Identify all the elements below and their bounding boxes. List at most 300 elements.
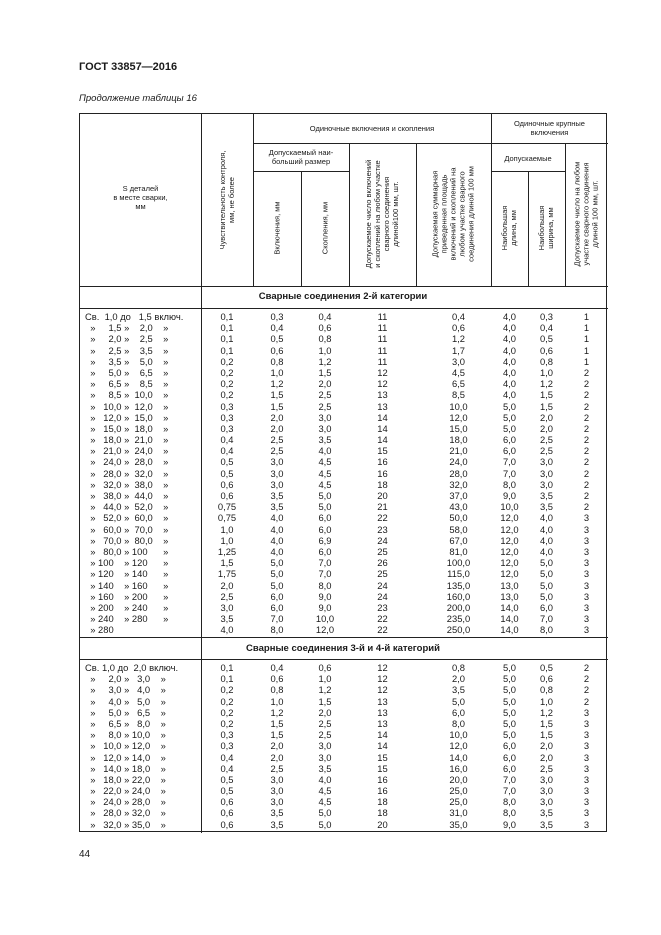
cell-max-width: 4,0: [539, 545, 554, 557]
cell-large-count: 1: [583, 344, 590, 356]
cell-thickness: » 3,5 » 5,0 »: [85, 355, 169, 367]
cell-large-count: 2: [583, 673, 590, 685]
cell-large-count: 3: [583, 568, 590, 580]
cell-max-length: 5,0: [502, 717, 517, 729]
cell-sensitivity: 0,6: [220, 818, 234, 830]
table-row: [80, 662, 606, 673]
cell-max-width: 1,2: [539, 706, 554, 718]
cell-inclusion: 6,0: [270, 601, 284, 613]
cell-thickness: » 80,0 » 100 »: [85, 545, 169, 557]
table-row: [80, 557, 606, 568]
cell-max-length: 5,0: [502, 695, 517, 707]
cell-max-width: 2,5: [539, 762, 554, 774]
cell-count: 11: [377, 311, 388, 322]
table-row: [80, 763, 606, 774]
cell-count: 21: [377, 501, 388, 513]
table-row: [80, 423, 606, 434]
cell-sensitivity: 0,1: [220, 344, 234, 356]
cell-large-count: 1: [583, 355, 590, 367]
cell-cluster: 1,2: [318, 684, 332, 696]
table-row: [80, 468, 606, 479]
cell-sensitivity: 0,5: [220, 773, 234, 785]
cell-max-length: 13,0: [500, 590, 519, 602]
cell-max-width: 1,5: [539, 400, 554, 412]
cell-cluster: 7,0: [318, 568, 332, 580]
cell-count: 18: [377, 796, 388, 808]
cell-inclusion: 5,0: [270, 568, 284, 580]
cell-max-width: 2,5: [539, 434, 554, 446]
cell-sensitivity: 0,75: [217, 512, 237, 524]
cell-thickness: » 8,0 » 10,0 »: [85, 729, 166, 741]
cell-cluster: 3,0: [318, 751, 332, 763]
cell-sensitivity: 0,6: [220, 796, 234, 808]
cell-sensitivity: 1,0: [220, 523, 234, 535]
table-row: [80, 718, 606, 729]
cell-count: 13: [377, 389, 388, 401]
cell-max-length: 12,0: [500, 545, 519, 557]
cell-thickness: » 28,0 » 32,0 »: [85, 467, 169, 479]
table-row: [80, 602, 606, 613]
cell-sum-area: 3,0: [451, 355, 466, 367]
table-row: [80, 367, 606, 378]
cell-sum-area: 21,0: [449, 445, 468, 457]
cell-thickness: » 24,0 » 28,0 »: [85, 456, 169, 468]
cell-sensitivity: 0,2: [220, 695, 234, 707]
cell-inclusion: 0,3: [270, 311, 284, 322]
cell-thickness: » 8,5 » 10,0 »: [85, 389, 169, 401]
cell-count: 16: [377, 467, 388, 479]
cell-max-length: 4,0: [502, 322, 517, 334]
cell-count: 16: [377, 785, 388, 797]
cell-max-length: 5,0: [502, 411, 517, 423]
cell-sensitivity: 0,2: [220, 717, 234, 729]
table-row: [80, 796, 606, 807]
cell-max-length: 5,0: [502, 662, 517, 673]
cell-thickness: » 2,5 » 3,5 »: [85, 344, 169, 356]
cell-sensitivity: 0,3: [220, 740, 234, 752]
cell-max-width: 0,5: [539, 662, 554, 673]
cell-count: 23: [377, 601, 388, 613]
cell-sensitivity: 0,3: [220, 422, 234, 434]
cell-cluster: 0,4: [318, 311, 332, 322]
cell-thickness: » 5,0 » 6,5 »: [85, 706, 166, 718]
cell-max-length: 10,0: [500, 501, 519, 513]
cell-inclusion: 7,0: [270, 613, 284, 625]
cell-thickness: » 240 » 280 »: [85, 613, 169, 625]
cell-cluster: 1,5: [318, 695, 332, 707]
cell-sum-area: 12,0: [449, 411, 468, 423]
cell-cluster: 2,5: [318, 400, 332, 412]
cell-max-width: 2,0: [539, 422, 554, 434]
cell-cluster: 12,0: [315, 624, 335, 636]
cell-large-count: 3: [583, 818, 590, 830]
cell-cluster: 4,0: [318, 445, 332, 457]
cell-large-count: 3: [583, 512, 590, 524]
cell-cluster: 0,8: [318, 333, 332, 345]
cell-max-width: 1,2: [539, 378, 554, 390]
cell-inclusion: 2,5: [270, 762, 284, 774]
cell-max-width: 2,5: [539, 445, 554, 457]
cell-large-count: 2: [583, 434, 590, 446]
cell-thickness: » 12,0 » 14,0 »: [85, 751, 166, 763]
cell-max-width: 1,5: [539, 717, 554, 729]
cell-count: 15: [377, 762, 388, 774]
cell-count: 11: [377, 322, 388, 334]
cell-max-width: 3,0: [539, 773, 554, 785]
cell-large-count: 2: [583, 366, 590, 378]
cell-inclusion: 1,5: [270, 729, 284, 741]
cell-sensitivity: 2,5: [220, 590, 234, 602]
cell-thickness: » 32,0 » 35,0 »: [85, 818, 166, 830]
cell-count: 24: [377, 534, 388, 546]
cell-sensitivity: 0,2: [220, 684, 234, 696]
cell-max-length: 9,0: [502, 818, 517, 830]
cell-thickness: » 38,0 » 44,0 »: [85, 490, 169, 501]
cell-thickness: » 100 » 120 »: [85, 557, 169, 569]
cell-thickness: » 14,0 » 18,0 »: [85, 762, 166, 774]
cell-sum-area: 37,0: [449, 490, 468, 501]
cell-max-length: 13,0: [500, 579, 519, 591]
cell-large-count: 2: [583, 684, 590, 696]
cell-thickness: » 70,0 » 80,0 »: [85, 534, 169, 546]
cell-sum-area: 4,5: [451, 366, 466, 378]
cell-sum-area: 35,0: [449, 818, 468, 830]
cell-count: 15: [377, 751, 388, 763]
cell-large-count: 3: [583, 545, 590, 557]
cell-thickness: » 3,0 » 4,0 »: [85, 684, 166, 696]
table-row: [80, 501, 606, 512]
document-title: ГОСТ 33857—2016: [79, 61, 178, 73]
cell-sum-area: 20,0: [449, 773, 468, 785]
cell-sensitivity: 1,25: [217, 545, 237, 557]
cell-cluster: 5,0: [318, 818, 332, 830]
cell-sensitivity: 0,5: [220, 467, 234, 479]
cell-max-width: 0,8: [539, 684, 554, 696]
cell-cluster: 9,0: [318, 601, 332, 613]
cell-count: 14: [377, 422, 388, 434]
cell-inclusion: 4,0: [270, 545, 284, 557]
cell-inclusion: 0,4: [270, 322, 284, 334]
cell-large-count: 2: [583, 378, 590, 390]
cell-count: 24: [377, 579, 388, 591]
cell-count: 22: [377, 624, 388, 636]
cell-cluster: 2,5: [318, 729, 332, 741]
cell-sensitivity: 0,1: [220, 333, 234, 345]
cell-max-width: 7,0: [539, 613, 554, 625]
cell-max-width: 0,6: [539, 673, 554, 685]
cell-max-length: 8,0: [502, 796, 517, 808]
header-single-group: Одиночные включения и скопления: [309, 124, 435, 133]
cell-count: 12: [377, 673, 388, 685]
cell-count: 23: [377, 523, 388, 535]
cell-large-count: 2: [583, 490, 590, 501]
cell-max-width: 3,0: [539, 456, 554, 468]
cell-thickness: » 5,0 » 6,5 »: [85, 366, 169, 378]
cell-sum-area: 100,0: [446, 557, 471, 569]
cell-count: 14: [377, 411, 388, 423]
cell-count: 12: [377, 684, 388, 696]
cell-sum-area: 10,0: [449, 400, 468, 412]
cell-thickness: » 60,0 » 70,0 »: [85, 523, 169, 535]
cell-max-width: 3,0: [539, 478, 554, 490]
cell-thickness: Св. 1,0 до 1,5 включ.: [85, 311, 184, 322]
table-row: [80, 311, 606, 322]
table-row: [80, 412, 606, 423]
cell-max-width: 5,0: [539, 579, 554, 591]
cell-max-width: 5,0: [539, 557, 554, 569]
cell-count: 22: [377, 613, 388, 625]
cell-count: 25: [377, 568, 388, 580]
cell-inclusion: 2,0: [270, 751, 284, 763]
cell-max-width: 3,0: [539, 467, 554, 479]
cell-inclusion: 3,0: [270, 467, 284, 479]
cell-cluster: 4,0: [318, 773, 332, 785]
cell-large-count: 2: [583, 400, 590, 412]
cell-thickness: » 4,0 » 5,0 »: [85, 695, 166, 707]
cell-max-width: 3,0: [539, 796, 554, 808]
cell-large-count: 3: [583, 557, 590, 569]
cell-sum-area: 15,0: [449, 422, 468, 434]
cell-thickness: » 6,5 » 8,5 »: [85, 378, 169, 390]
table-row: [80, 479, 606, 490]
cell-large-count: 2: [583, 422, 590, 434]
cell-inclusion: 0,5: [270, 333, 284, 345]
cell-cluster: 8,0: [318, 579, 332, 591]
table-row: [80, 580, 606, 591]
cell-count: 11: [377, 344, 388, 356]
cell-sum-area: 43,0: [449, 501, 468, 513]
cell-count: 14: [377, 729, 388, 741]
cell-cluster: 1,0: [318, 344, 332, 356]
cell-count: 13: [377, 695, 388, 707]
cell-cluster: 3,5: [318, 762, 332, 774]
cell-inclusion: 1,0: [270, 366, 284, 378]
cell-large-count: 1: [583, 311, 590, 322]
table-row: [80, 524, 606, 535]
cell-max-length: 5,0: [502, 673, 517, 685]
cell-inclusion: 8,0: [270, 624, 284, 636]
table-row: [80, 445, 606, 456]
cell-cluster: 3,0: [318, 740, 332, 752]
cell-thickness: Св. 1,0 до 2,0 включ.: [85, 662, 179, 673]
cell-thickness: » 2,0 » 3,0 »: [85, 673, 166, 685]
cell-max-length: 12,0: [500, 523, 519, 535]
cell-count: 13: [377, 717, 388, 729]
cell-max-length: 4,0: [502, 378, 517, 390]
cell-thickness: » 44,0 » 52,0 »: [85, 501, 169, 513]
cell-max-length: 14,0: [500, 624, 519, 636]
cell-large-count: 2: [583, 389, 590, 401]
page-number: 44: [79, 849, 91, 860]
cell-large-count: 3: [583, 796, 590, 808]
cell-thickness: » 22,0 » 24,0 »: [85, 785, 166, 797]
cell-sensitivity: 0,6: [220, 478, 234, 490]
cell-sum-area: 25,0: [449, 796, 468, 808]
cell-cluster: 2,5: [318, 717, 332, 729]
cell-max-length: 6,0: [502, 751, 517, 763]
cell-max-width: 3,5: [539, 807, 554, 819]
cell-cluster: 4,5: [318, 456, 332, 468]
cell-sum-area: 6,5: [451, 378, 466, 390]
cell-inclusion: 1,5: [270, 389, 284, 401]
cell-inclusion: 2,5: [270, 445, 284, 457]
table-row: [80, 512, 606, 523]
table-row: [80, 613, 606, 624]
cell-sensitivity: 0,4: [220, 762, 234, 774]
cell-max-length: 5,0: [502, 684, 517, 696]
cell-large-count: 3: [583, 590, 590, 602]
cell-sum-area: 0,4: [451, 311, 466, 322]
cell-thickness: » 18,0 » 21,0 »: [85, 434, 169, 446]
cell-count: 11: [377, 333, 388, 345]
table-row: [80, 774, 606, 785]
cell-max-length: 12,0: [500, 534, 519, 546]
cell-thickness: » 10,0 » 12,0 »: [85, 740, 166, 752]
cell-cluster: 5,0: [318, 807, 332, 819]
cell-max-length: 6,0: [502, 740, 517, 752]
cell-cluster: 9,0: [318, 590, 332, 602]
cell-max-width: 0,3: [539, 311, 554, 322]
cell-max-width: 1,5: [539, 729, 554, 741]
cell-sum-area: 58,0: [449, 523, 468, 535]
table-row: [80, 535, 606, 546]
cell-sensitivity: 0,5: [220, 456, 234, 468]
cell-cluster: 4,5: [318, 796, 332, 808]
cell-max-length: 6,0: [502, 434, 517, 446]
cell-max-length: 7,0: [502, 456, 517, 468]
cell-max-width: 2,0: [539, 751, 554, 763]
cell-inclusion: 3,5: [270, 501, 284, 513]
cell-sensitivity: 0,2: [220, 389, 234, 401]
cell-sum-area: 25,0: [449, 785, 468, 797]
cell-max-length: 7,0: [502, 467, 517, 479]
table-row: [80, 456, 606, 467]
table-row: [80, 546, 606, 557]
cell-inclusion: 4,0: [270, 534, 284, 546]
cell-inclusion: 2,0: [270, 422, 284, 434]
cell-max-length: 12,0: [500, 568, 519, 580]
table-row: [80, 785, 606, 796]
cell-sum-area: 235,0: [446, 613, 471, 625]
cell-sum-area: 250,0: [446, 624, 471, 636]
cell-large-count: 3: [583, 523, 590, 535]
cell-max-width: 3,5: [539, 490, 554, 501]
cell-max-length: 5,0: [502, 729, 517, 741]
cell-thickness: » 2,0 » 2,5 »: [85, 333, 169, 345]
cell-max-width: 0,4: [539, 322, 554, 334]
cell-sum-area: 67,0: [449, 534, 468, 546]
cell-inclusion: 5,0: [270, 579, 284, 591]
cell-sensitivity: 0,2: [220, 378, 234, 390]
table-row: [80, 345, 606, 356]
cell-count: 12: [377, 378, 388, 390]
cell-max-width: 4,0: [539, 512, 554, 524]
cell-inclusion: 3,0: [270, 785, 284, 797]
cell-sum-area: 200,0: [446, 601, 471, 613]
cell-cluster: 1,2: [318, 355, 332, 367]
cell-thickness: » 15,0 » 18,0 »: [85, 422, 169, 434]
cell-max-length: 8,0: [502, 807, 517, 819]
section-title-category-2: Сварные соединения 2-й категории: [258, 291, 428, 302]
cell-count: 12: [377, 366, 388, 378]
cell-sensitivity: 0,6: [220, 490, 234, 501]
cell-sum-area: 18,0: [449, 434, 468, 446]
table-row: [80, 401, 606, 412]
cell-thickness: » 140 » 160 »: [85, 579, 169, 591]
cell-large-count: 2: [583, 411, 590, 423]
cell-sensitivity: 4,0: [220, 624, 234, 636]
table-row: [80, 389, 606, 400]
cell-thickness: » 21,0 » 24,0 »: [85, 445, 169, 457]
cell-sensitivity: 1,75: [217, 568, 237, 580]
cell-inclusion: 1,2: [270, 706, 284, 718]
cell-count: 20: [377, 490, 388, 501]
cell-large-count: 3: [583, 751, 590, 763]
cell-inclusion: 2,5: [270, 434, 284, 446]
cell-cluster: 6,0: [318, 523, 332, 535]
cell-max-length: 4,0: [502, 389, 517, 401]
cell-sensitivity: 3,0: [220, 601, 234, 613]
cell-max-width: 6,0: [539, 601, 554, 613]
cell-sum-area: 16,0: [449, 762, 468, 774]
cell-thickness: » 24,0 » 28,0 »: [85, 796, 166, 808]
cell-count: 12: [377, 662, 388, 673]
cell-inclusion: 2,0: [270, 740, 284, 752]
tolerance-table: S деталей в месте сварки, мм Чувствительность контроля, мм, не более Одиночные включения и скопления Допускаемый наи- больший размер Включения, мм Скопления, мм Допускаемое число включений и скоплений на любом участке сварного соединения длиной100 мм, шт. Допускаемая суммарная приведенная площадь включений и скоплений на любом участке сварного соединения длиной 100 мм Одиночные крупные включения Допускаемые Наибольшая длина, мм Наибольшая ширина, мм Допускаемое число на любом участке сварного соединения длиной 100 мм, шт. Сварные соединения 2-й категории Св. 1,0 до 1,5 включ. 0,1 0,3 0,4 11 0,4 4,0 0,3 1 » 1,5 » 2,0 » 0,1 0,4 0,6 11 0,6 4,0 0,4 1 » 2,0 » 2,5 » 0,1 0,5 0,8 11 1,2 4,0 0,5 1 » 2,5 » 3,5 » 0,1 0,6 1,0 11 1,7 4,0 0,6 1 » 3,5 » 5,0 » 0,2 0,8 1,2 11 3,0 4,0 0,8 1 » 5,0 » 6,5 » 0,2 1,0 1,5 12 4,5 4,0 1,0 2 » 6,5 » 8,5 » 0,2 1,2 2,0 12 6,5 4,0 1,2 2 » 8,5 » 10,0 » 0,2 1,5 2,5 13 8,5 4,0 1,5 2 » 10,0 » 12,0 » 0,3 1,5 2,5 13 10,0 5,0 1,5 2 » 12,0 » 15,0 » 0,3 2,0 3,0 14 12,0 5,0 2,0 2 » 15,0 » 18,0 » 0,3 2,0 3,0 14 15,0 5,0 2,0 2 » 18,0 » 21,0 » 0,4 2,5 3,5 14 18,0 6,0 2,5 2 » 21,0 » 24,0 » 0,4 2,5 4,0 15 21,0 6,0 2,5 2 » 24,0 » 28,0 » 0,5 3,0 4,5 16 24,0 7,0 3,0 2 » 28,0 » 32,0 » 0,5 3,0 4,5 16 28,0 7,0 3,0 2 » 32,0 » 38,0 » 0,6 3,0 4,5 18 32,0 8,0 3,0 2 » 38,0 » 44,0 » 0,6 3,5 5,0 20 37,0 9,0 3,5 2 » 44,0 » 52,0 » 0,75 3,5 5,0 21 43,0 10,0 3,5 2 » 52,0 » 60,0 » 0,75 4,0 6,0 22 50,0 12,0 4,0 3 » 60,0 » 70,0 » 1,0 4,0 6,0 23 58,0 12,0 4,0 3 » 70,0 » 80,0 » 1,0 4,0 6,9 24 67,0 12,0 4,0 3 » 80,0 » 100 » 1,25 4,0 6,0 25 81,0 12,0 4,0 3 » 100 » 120 » 1,5 5,0 7,0 26 100,0 12,0 5,0 3 » 120 » 140 » 1,75 5,0 7,0 25 115,0 12,0 5,0 3 » 140 » 160 » 2,0 5,0 8,0 24 135,0 13,0 5,0 3 » 160 » 200 » 2,5 6,0 9,0 24 160,0 13,0 5,0 3 » 200 » 240 » 3,0 6,0 9,0 23 200,0 14,0 6,0 3 » 240 » 280 » 3,5 7,0 10,0 22 235,0 14,0 7,0 3 » 280 4,0 8,0 12,0 22 250,0 14,0 8,0 3 Сварные соединения 3-й и 4-й категорий Св. 1,0 до 2,0 включ. 0,1 0,4 0,6 12 0,8 5,0 0,5 2 » 2,0 » 3,0 » 0,1 0,6 1,0 12 2,0 5,0 0,6 2 » 3,0 » 4,0 » 0,2 0,8 1,2 12 3,5 5,0 0,8 2 » 4,0 » 5,0 » 0,2 1,0 1,5 13 5,0 5,0 1,0 2 » 5,0 » 6,5 » 0,2 1,2 2,0 13 6,0 5,0 1,2 3 » 6,5 » 8,0 » 0,2 1,5 2,5 13 8,0 5,0 1,5 3 » 8,0 » 10,0 » 0,3 1,5 2,5 14 10,0 5,0 1,5 3 » 10,0 » 12,0 » 0,3 2,0 3,0 14 12,0 6,0 2,0 3 » 12,0 » 14,0 » 0,4 2,0 3,0 15 14,0 6,0 2,0 3 » 14,0 » 18,0 » 0,4 2,5 3,5 15 16,0 6,0 2,5 3 » 18,0 » 22,0 » 0,5 3,0 4,0 16 20,0 7,0 3,0 3 » 22,0 » 24,0 » 0,5 3,0 4,5 16 25,0 7,0 3,0 3 » 24,0 » 28,0 » 0,6 3,0 4,5 18 25,0 8,0 3,0 3 » 28,0 » 32,0 » 0,6 3,5 5,0 18 31,0 8,0 3,5 3 » 32,0 » 35,0 » 0,6 3,5 5,0 20 35,0 9,0 3,5 3: [79, 113, 607, 832]
cell-sensitivity: 0,3: [220, 411, 234, 423]
cell-cluster: 3,0: [318, 422, 332, 434]
table-caption: Продолжение таблицы 16: [79, 93, 197, 104]
table-row: [80, 624, 606, 635]
cell-cluster: 4,5: [318, 478, 332, 490]
cell-sensitivity: 0,4: [220, 751, 234, 763]
cell-max-width: 0,6: [539, 344, 554, 356]
cell-max-length: 12,0: [500, 512, 519, 524]
cell-max-width: 5,0: [539, 590, 554, 602]
cell-large-count: 2: [583, 456, 590, 468]
cell-sensitivity: 0,1: [220, 322, 234, 334]
cell-large-count: 3: [583, 762, 590, 774]
cell-max-width: 0,8: [539, 355, 554, 367]
cell-inclusion: 1,2: [270, 378, 284, 390]
cell-sum-area: 3,5: [451, 684, 466, 696]
cell-sum-area: 32,0: [449, 478, 468, 490]
table-row: [80, 752, 606, 763]
cell-sum-area: 50,0: [449, 512, 468, 524]
cell-inclusion: 1,0: [270, 695, 284, 707]
cell-sum-area: 1,2: [451, 333, 466, 345]
cell-large-count: 3: [583, 729, 590, 741]
cell-count: 20: [377, 818, 388, 830]
cell-max-length: 14,0: [500, 601, 519, 613]
table-row: [80, 707, 606, 718]
cell-sensitivity: 0,5: [220, 785, 234, 797]
cell-max-width: 4,0: [539, 534, 554, 546]
table-row: [80, 333, 606, 344]
cell-max-length: 6,0: [502, 445, 517, 457]
cell-thickness: » 18,0 » 22,0 »: [85, 773, 166, 785]
header-allowed: Допускаемые: [504, 154, 552, 163]
cell-sum-area: 1,7: [451, 344, 466, 356]
section-rows-category-3-4: [80, 662, 606, 830]
cell-max-width: 8,0: [539, 624, 554, 636]
cell-inclusion: 0,4: [270, 662, 284, 673]
cell-sum-area: 2,0: [451, 673, 466, 685]
table-row: [80, 490, 606, 501]
cell-cluster: 10,0: [315, 613, 335, 625]
table-row: [80, 322, 606, 333]
cell-sum-area: 160,0: [446, 590, 471, 602]
